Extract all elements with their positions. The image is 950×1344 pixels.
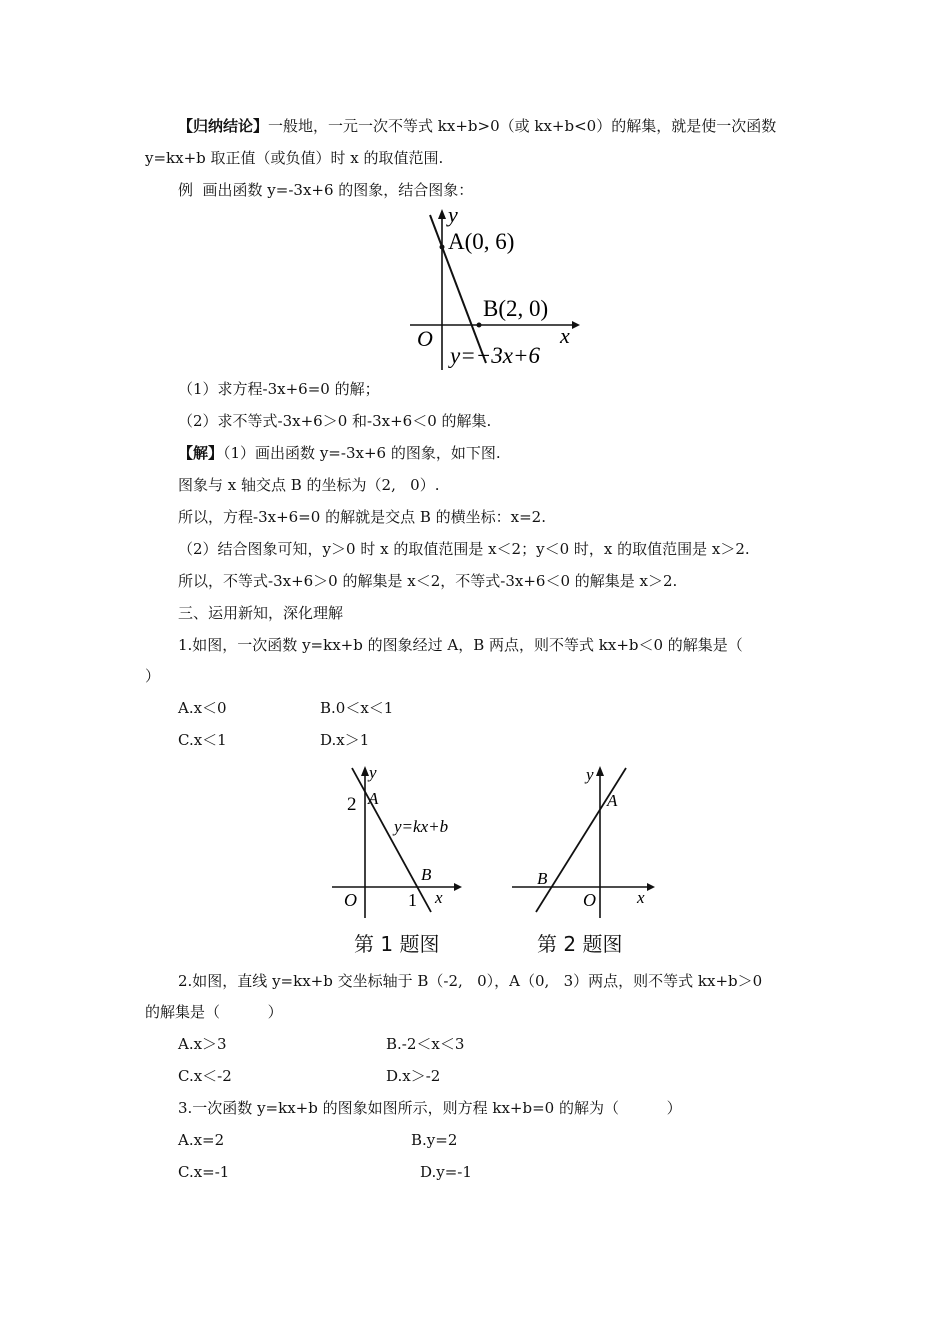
- x-axis-label: x: [435, 888, 443, 907]
- x-axis-arrow: [647, 883, 655, 891]
- solution-line-1: [178, 443, 501, 463]
- conclusion-line-1: [178, 116, 776, 136]
- point-b-dot: [477, 323, 482, 328]
- section-title: 三、运用新知，深化理解: [178, 604, 344, 622]
- x-axis-arrow: [572, 321, 580, 329]
- q3-option-b: B.y=2: [411, 1131, 458, 1149]
- example-intro: 例 画出函数 y=-3x+6 的图象，结合图象：: [178, 181, 474, 199]
- figure-1-graph: [330, 762, 470, 922]
- conclusion-line-2: y=kx+b 取正值（或负值）时 x 的取值范围.: [145, 149, 444, 167]
- q2-option-d: D.x＞-2: [386, 1067, 441, 1085]
- q2-stem-line-2: 的解集是（ ）: [145, 1003, 283, 1021]
- function-line: [352, 768, 431, 912]
- figure-1-caption: 第 1 题图: [354, 932, 440, 956]
- q3-option-a: A.x=2: [178, 1131, 225, 1149]
- q1-stem-line-2: ）: [145, 667, 161, 685]
- y-axis-label: y: [586, 765, 594, 784]
- point-a-label: A: [607, 791, 618, 810]
- conclusion-text-1: 一般地，一元一次不等式 kx+b>0（或 kx+b<0）的解集，就是使一次函数: [268, 117, 777, 135]
- y-axis-arrow: [596, 766, 604, 776]
- solution-line-3: 所以，方程-3x+6=0 的解就是交点 B 的横坐标：x=2.: [178, 508, 546, 526]
- solution-line-5: 所以，不等式-3x+6＞0 的解集是 x＜2，不等式-3x+6＜0 的解集是 x＞2.: [178, 572, 678, 590]
- tick-x-label: 1: [408, 890, 417, 910]
- q1-option-d: D.x＞1: [320, 731, 370, 749]
- y-axis-arrow: [438, 209, 446, 219]
- example-graph: [400, 202, 590, 375]
- y-axis-label: y: [448, 202, 458, 227]
- q2-stem-line-1: 2.如图，直线 y=kx+b 交坐标轴于 B（-2, 0），A（0, 3）两点，则不等式 kx+b＞0: [178, 972, 763, 990]
- conclusion-tag: 【归纳结论】: [178, 117, 269, 135]
- q1-stem-line-1: 1.如图，一次函数 y=kx+b 的图象经过 A，B 两点，则不等式 kx+b＜0 的解集是（: [178, 636, 743, 654]
- point-a-label: A: [368, 789, 379, 808]
- q1-option-b: B.0＜x＜1: [320, 699, 394, 717]
- line-label: y=−3x+6: [450, 343, 540, 368]
- q2-option-a: A.x＞3: [178, 1035, 227, 1053]
- origin-label: O: [344, 890, 357, 910]
- function-line: [536, 768, 626, 912]
- tick-y-label: 2: [347, 794, 357, 815]
- origin-label: O: [583, 890, 596, 910]
- y-axis-arrow: [361, 766, 369, 776]
- q1-option-c: C.x＜1: [178, 731, 227, 749]
- point-b-label: B: [421, 865, 432, 884]
- x-axis-arrow: [454, 883, 462, 891]
- q2-option-c: C.x＜-2: [178, 1067, 232, 1085]
- solution-line-4: （2）结合图象可知，y＞0 时 x 的取值范围是 x＜2；y＜0 时，x 的取值范围是 x＞2.: [178, 540, 750, 558]
- q3-option-c: C.x=-1: [178, 1163, 230, 1181]
- figure-2-caption: 第 2 题图: [537, 932, 623, 956]
- point-b-label: B(2, 0): [483, 296, 549, 321]
- point-a-dot: [440, 245, 445, 250]
- solution-line-2: 图象与 x 轴交点 B 的坐标为（2, 0）.: [178, 476, 440, 494]
- y-axis-label: y: [369, 763, 377, 782]
- x-axis-label: x: [560, 323, 570, 348]
- x-axis-label: x: [637, 888, 645, 907]
- point-b-label: B: [537, 869, 548, 888]
- q3-option-d: D.y=-1: [420, 1163, 472, 1181]
- point-a-label: A(0, 6): [448, 229, 515, 254]
- example-question-2: （2）求不等式-3x+6＞0 和-3x+6＜0 的解集.: [178, 412, 492, 430]
- figure-2-graph: [510, 762, 660, 922]
- q1-option-a: A.x＜0: [178, 699, 227, 717]
- solution-tag: 【解】: [178, 444, 224, 462]
- line-label: y=kx+b: [394, 817, 449, 836]
- q2-option-b: B.-2＜x＜3: [386, 1035, 465, 1053]
- origin-label: O: [417, 326, 433, 351]
- example-question-1: （1）求方程-3x+6=0 的解；: [178, 380, 380, 398]
- q3-stem: 3.一次函数 y=kx+b 的图象如图所示，则方程 kx+b=0 的解为（ ）: [178, 1099, 682, 1117]
- solution-text-1: （1）画出函数 y=-3x+6 的图象，如下图.: [223, 444, 501, 462]
